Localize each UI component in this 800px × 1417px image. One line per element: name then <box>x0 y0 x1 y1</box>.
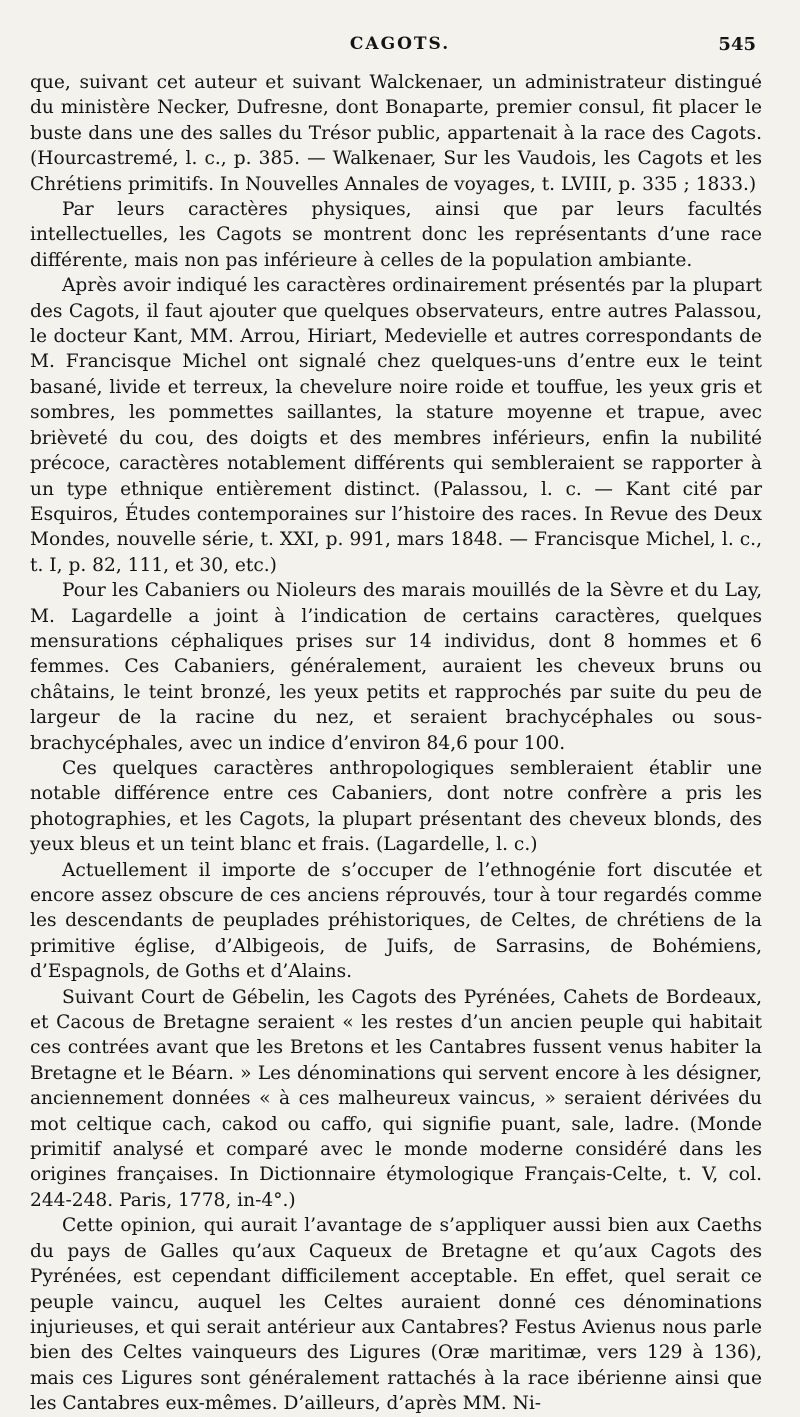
page-header <box>0 34 800 62</box>
page-number: 545 <box>718 34 756 55</box>
paragraph: que, suivant cet auteur et suivant Walckenaer, un administrateur distingué du ministère Necker, Dufresne, dont Bonaparte, premier consul, fit placer le buste dans une des salles du Trésor public, appartenait à la race des Cagots. (Hourcastremé, l. c., p. 385. — Walkenaer, Sur les Vaudois, les Cagots et les Chrétiens primitifs. In Nouvelles Annales de voyages, t. LVIII, p. 335 ; 1833.) <box>30 72 762 195</box>
paragraph: Cette opinion, qui aurait l’avantage de s’appliquer aussi bien aux Caeths du pays de Galles qu’aux Caqueux de Bretagne et qu’aux Cagots des Pyrénées, est cependant difficilement acceptable. En effet, quel serait ce peuple vaincu, auquel les Celtes auraient donné ces dénominations injurieuses, et qui serait antérieur aux Cantabres? Festus Avienus nous parle bien des Celtes vainqueurs des Ligures (Oræ maritimæ, vers 129 à 136), mais ces Ligures sont généralement rattachés à la race ibérienne ainsi que les Cantabres eux-mêmes. D’ailleurs, d’après MM. Ni- <box>30 1215 762 1415</box>
paragraph: Par leurs caractères physiques, ainsi que par leurs facultés intellectuelles, les Cagots se montrent donc les représentants d’une race différente, mais non pas inférieure à celles de la population ambiante. <box>30 199 762 271</box>
body-text <box>30 70 762 1417</box>
paragraph: Pour les Cabaniers ou Nioleurs des marais mouillés de la Sèvre et du Lay, M. Lagardelle a joint à l’indication de certains caractères, quelques mensurations céphaliques prises sur 14 individus, dont 8 hommes et 6 femmes. Ces Cabaniers, généralement, auraient les cheveux bruns ou châtains, le teint bronzé, les yeux petits et rapprochés par suite du peu de largeur de la racine du nez, et seraient brachycéphales ou sous-brachycéphales, avec un indice d’environ 84,6 pour 100. <box>30 580 762 754</box>
running-title: CAGOTS. <box>349 34 451 54</box>
paragraph: Suivant Court de Gébelin, les Cagots des Pyrénées, Cahets de Bordeaux, et Cacous de Bretagne seraient « les restes d’un ancien peuple qui habitait ces contrées avant que les Bretons et les Cantabres fussent venus habiter la Bretagne et le Béarn. » Les dénominations qui servent encore à les désigner, anciennement données « à ces malheureux vaincus, » seraient dérivées du mot celtique cach, cakod ou caffo, qui signifie puant, sale, ladre. (Monde primitif analysé et comparé avec le monde moderne considéré dans les origines françaises. In Dictionnaire étymologique Français-Celte, t. V, col. 244-248. Paris, 1778, in-4°.) <box>30 986 762 1211</box>
paragraph: Actuellement il importe de s’occuper de l’ethnogénie fort discutée et encore assez obscure de ces anciens réprouvés, tour à tour regardés comme les descendants de peuplades préhistoriques, de Celtes, de chrétiens de la primitive église, d’Albigeois, de Juifs, de Sarrasins, de Bohémiens, d’Espagnols, de Goths et d’Alains. <box>30 859 762 983</box>
paragraph: Ces quelques caractères anthropologiques sembleraient établir une notable différence entre ces Cabaniers, dont notre confrère a pris les photographies, et les Cagots, la plupart présentant des cheveux blonds, des yeux bleus et un teint blanc et frais. (Lagardelle, l. c.) <box>30 757 762 856</box>
paragraph: Après avoir indiqué les caractères ordinairement présentés par la plupart des Cagots, il faut ajouter que quelques observateurs, entre autres Palassou, le docteur Kant, MM. Arrou, Hiriart, Medevielle et autres correspondants de M. Francisque Michel ont signalé chez quelques-uns d’entre eux le teint basané, livide et terreux, la chevelure noire roide et touffue, les yeux gris et sombres, les pommettes saillantes, la stature moyenne et trapue, avec brièveté du cou, des doigts et des membres inférieurs, enfin la nubilité précoce, caractères notablement différents qui sembleraient se rapporter à un type ethnique entièrement distinct. (Palassou, l. c. — Kant cité par Esquiros, Études contemporaines sur l’histoire des races. In Revue des Deux Mondes, nouvelle série, t. XXI, p. 991, mars 1848. — Francisque Michel, l. c., t. I, p. 82, 111, et 30, etc.) <box>30 275 762 576</box>
